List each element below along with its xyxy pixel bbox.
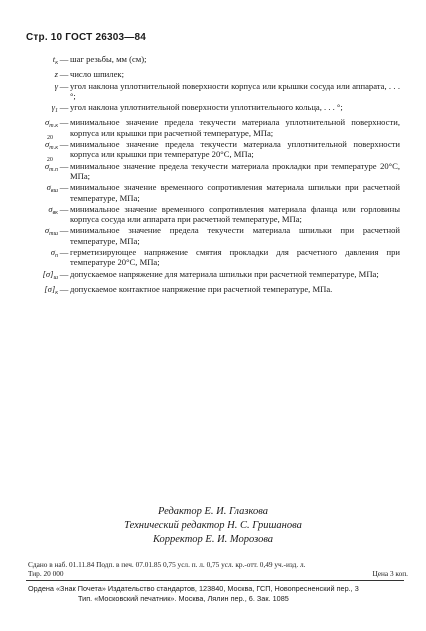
definition-text: шаг резьбы, мм (см); bbox=[70, 54, 147, 64]
definition-dash: — bbox=[59, 160, 69, 171]
symbol-base: γ bbox=[51, 102, 55, 113]
symbol-base: σ bbox=[44, 225, 50, 236]
definitions-list bbox=[20, 54, 400, 299]
definition-symbol bbox=[20, 156, 58, 182]
symbol-subscript: вк bbox=[52, 209, 58, 216]
symbol-subscript: т.к bbox=[49, 145, 58, 152]
definition-text: минимальное значение предела текучести материала прокладки при температуре 20°С, МПа; bbox=[70, 160, 400, 181]
symbol-superscript: 20 bbox=[46, 156, 53, 163]
definition-dash: — bbox=[59, 54, 69, 64]
definition-symbol bbox=[20, 69, 58, 79]
definition-text: допускаемое контактное напряжение при расчетной температуре, МПа. bbox=[70, 283, 333, 294]
symbol-subscript: к bbox=[55, 289, 58, 296]
definition-dash: — bbox=[59, 247, 69, 258]
symbol-subscript: т.к bbox=[49, 123, 58, 130]
definition-dash: — bbox=[59, 139, 69, 150]
footer-rule bbox=[26, 580, 404, 581]
symbol-subscript: к bbox=[55, 60, 58, 66]
imprint-block bbox=[28, 560, 408, 578]
symbol-base: σ bbox=[45, 139, 50, 150]
symbol-superscript: 20 bbox=[47, 135, 54, 142]
symbol-subscript: вш bbox=[50, 188, 58, 195]
symbol-subscript: тш bbox=[49, 231, 58, 238]
price: Цена 3 коп. bbox=[372, 569, 408, 578]
symbol-subscript: ш bbox=[53, 274, 58, 281]
printer-line: Тип. «Московский печатник». Москва, Лялин пер., 6. Зак. 1085 bbox=[78, 593, 289, 603]
definition-dash: — bbox=[59, 102, 69, 113]
definition-dash: — bbox=[59, 117, 69, 128]
credits-block bbox=[0, 505, 426, 547]
definition-symbol bbox=[20, 269, 58, 283]
symbol-subscript: т.п bbox=[49, 166, 58, 173]
symbol-base: σ bbox=[48, 203, 53, 214]
definition-text: допускаемое напряжение для материала шпильки при расчетной температуре, МПа; bbox=[70, 268, 379, 279]
definition-item bbox=[20, 225, 400, 246]
symbol-base: σ bbox=[45, 117, 50, 128]
symbol-base: [σ] bbox=[44, 283, 56, 294]
symbol-subscript: п bbox=[55, 253, 58, 260]
symbol-base: [σ] bbox=[42, 268, 54, 279]
definition-text: угол наклона уплотнительной поверхности корпуса или крышки сосуда или аппарата, . . . °; bbox=[70, 80, 400, 101]
symbol-base: σ bbox=[44, 160, 50, 171]
definition-item bbox=[20, 117, 400, 138]
definition-symbol bbox=[20, 247, 58, 268]
definition-symbol bbox=[20, 204, 58, 225]
definition-text: минимальное значение предела текучести материала уплотнительной поверхности, корпуса или крышки при расчетной температуре, МПа; bbox=[70, 117, 400, 138]
definition-symbol bbox=[20, 225, 58, 246]
definition-text: минимальное значение временного сопротивления материала фланца или горловины корпуса сосуда или аппарата при расчетной температуре, МПа; bbox=[70, 203, 400, 225]
definition-item bbox=[20, 102, 400, 116]
publisher-line: Ордена «Знак Почета» Издательство стандартов, 123840, Москва, ГСП, Новопресненский пер., 3 bbox=[28, 584, 359, 593]
imprint-line-1: Сдано в наб. 01.11.84 Подп. в печ. 07.01.85 0,75 усл. п. л. 0,75 усл. кр.-отт. 0,49 уч.-изд. л. bbox=[28, 560, 306, 569]
definition-text: минимальное значение временного сопротивления материала шпильки при расчетной температуре, МПа; bbox=[70, 182, 400, 203]
editor-line: Редактор Е. И. Глазкова bbox=[158, 506, 268, 517]
definition-item bbox=[20, 269, 400, 283]
definition-text: угол наклона уплотнительной поверхности уплотнительного кольца, . . . °; bbox=[70, 102, 343, 113]
symbol-base: σ bbox=[46, 182, 51, 193]
definition-dash: — bbox=[59, 80, 69, 91]
proofreader-line: Корректор Е. И. Морозова bbox=[152, 534, 274, 545]
definition-symbol bbox=[20, 54, 58, 68]
definition-item bbox=[20, 284, 400, 298]
definition-item bbox=[20, 81, 400, 102]
definition-text: число шпилек; bbox=[70, 69, 124, 80]
definition-symbol bbox=[20, 102, 58, 116]
tech-editor-line: Технический редактор Н. С. Гришанова bbox=[124, 520, 302, 531]
symbol-base: z bbox=[54, 69, 58, 80]
symbol-base: γ bbox=[54, 80, 58, 91]
definition-text: минимальное значение предела текучести материала уплотнительной поверхности корпуса или крышки при температуре 20°С, МПа; bbox=[70, 139, 400, 160]
definition-dash: — bbox=[59, 268, 69, 279]
definition-dash: — bbox=[59, 203, 69, 214]
definition-dash: — bbox=[59, 69, 69, 80]
publisher-footer bbox=[28, 584, 406, 603]
definition-dash: — bbox=[59, 182, 69, 193]
definition-dash: — bbox=[59, 225, 69, 236]
definition-symbol bbox=[20, 81, 58, 102]
definition-symbol bbox=[20, 284, 58, 298]
definition-item bbox=[20, 69, 400, 79]
definition-text: герметизирующее напряжение смятия прокладки для расчетного давления при температуре 20°С, МПа; bbox=[70, 247, 400, 268]
definition-item bbox=[20, 247, 400, 268]
symbol-subscript: 1 bbox=[55, 108, 58, 115]
circulation: Тир. 20 000 bbox=[28, 569, 64, 578]
definition-item bbox=[20, 135, 400, 160]
definition-symbol bbox=[20, 182, 58, 203]
definition-item bbox=[20, 204, 400, 225]
symbol-base: t bbox=[52, 54, 56, 64]
definition-dash: — bbox=[59, 283, 69, 294]
page-header: Стр. 10 ГОСТ 26303—84 bbox=[26, 32, 146, 43]
definition-item bbox=[20, 182, 400, 203]
definition-item bbox=[20, 156, 400, 182]
symbol-base: σ bbox=[50, 247, 55, 258]
definition-text: минимальное значение предела текучести материала шпильки при расчетной температуре, МПа; bbox=[70, 225, 400, 246]
definition-item bbox=[20, 54, 400, 68]
